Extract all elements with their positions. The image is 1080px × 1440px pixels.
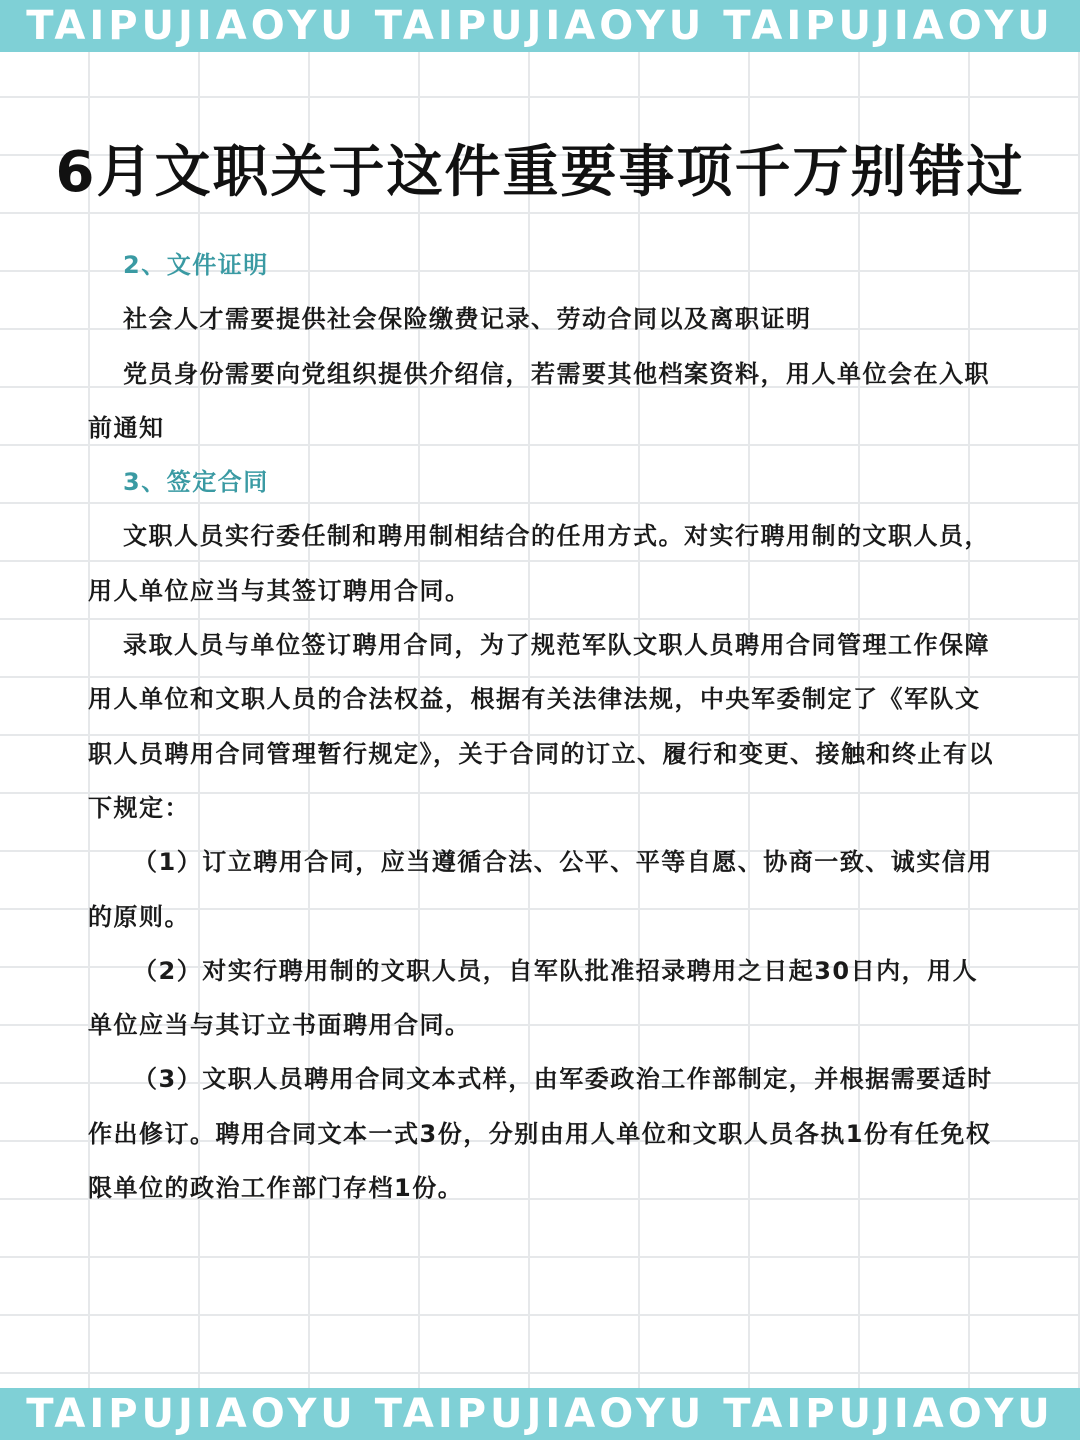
section-heading-documents: 2、文件证明 (123, 251, 269, 279)
rule-item-2: （2）对实行聘用制的文职人员，自军队批准招录聘用之日起30日内，用人单位应当与其订立书面聘用合同。 (88, 956, 979, 1040)
rule-item-3: （3）文职人员聘用合同文本式样，由军委政治工作部制定，并根据需要适时作出修订。聘用合同文本一式3份，分别由用人单位和文职人员各执1份有任免权限单位的政治工作部门存档1份。 (88, 1065, 993, 1203)
top-banner: TAIPUJIAOYU TAIPUJIAOYU TAIPUJIAOYU (0, 0, 1080, 52)
article-body (88, 238, 1000, 1215)
page-title: 6月文职关于这件重要事项千万别错过 (55, 140, 1025, 205)
rule-item-1: （1）订立聘用合同，应当遵循合法、公平、平等自愿、协商一致、诚实信用的原则。 (88, 848, 993, 931)
section-heading-contract: 3、签定合同 (123, 468, 269, 497)
paragraph-party-member-docs: 党员身份需要向党组织提供介绍信，若需要其他档案资料，用人单位会在入职前通知 (88, 359, 990, 442)
bottom-banner: TAIPUJIAOYU TAIPUJIAOYU TAIPUJIAOYU (0, 1388, 1080, 1440)
paragraph-appointment-system: 文职人员实行委任制和聘用制相结合的任用方式。对实行聘用制的文职人员，用人单位应当与其签订聘用合同。 (88, 522, 990, 605)
paragraph-social-talent-docs: 社会人才需要提供社会保险缴费记录、劳动合同以及离职证明 (123, 305, 812, 334)
paragraph-contract-regulation: 录取人员与单位签订聘用合同，为了规范军队文职人员聘用合同管理工作保障用人单位和文职人员的合法权益，根据有关法律法规，中央军委制定了《军队文职人员聘用合同管理暂行规定》，关于合同的订立、履行和变更、接触和终止有以下规定： (88, 631, 994, 822)
